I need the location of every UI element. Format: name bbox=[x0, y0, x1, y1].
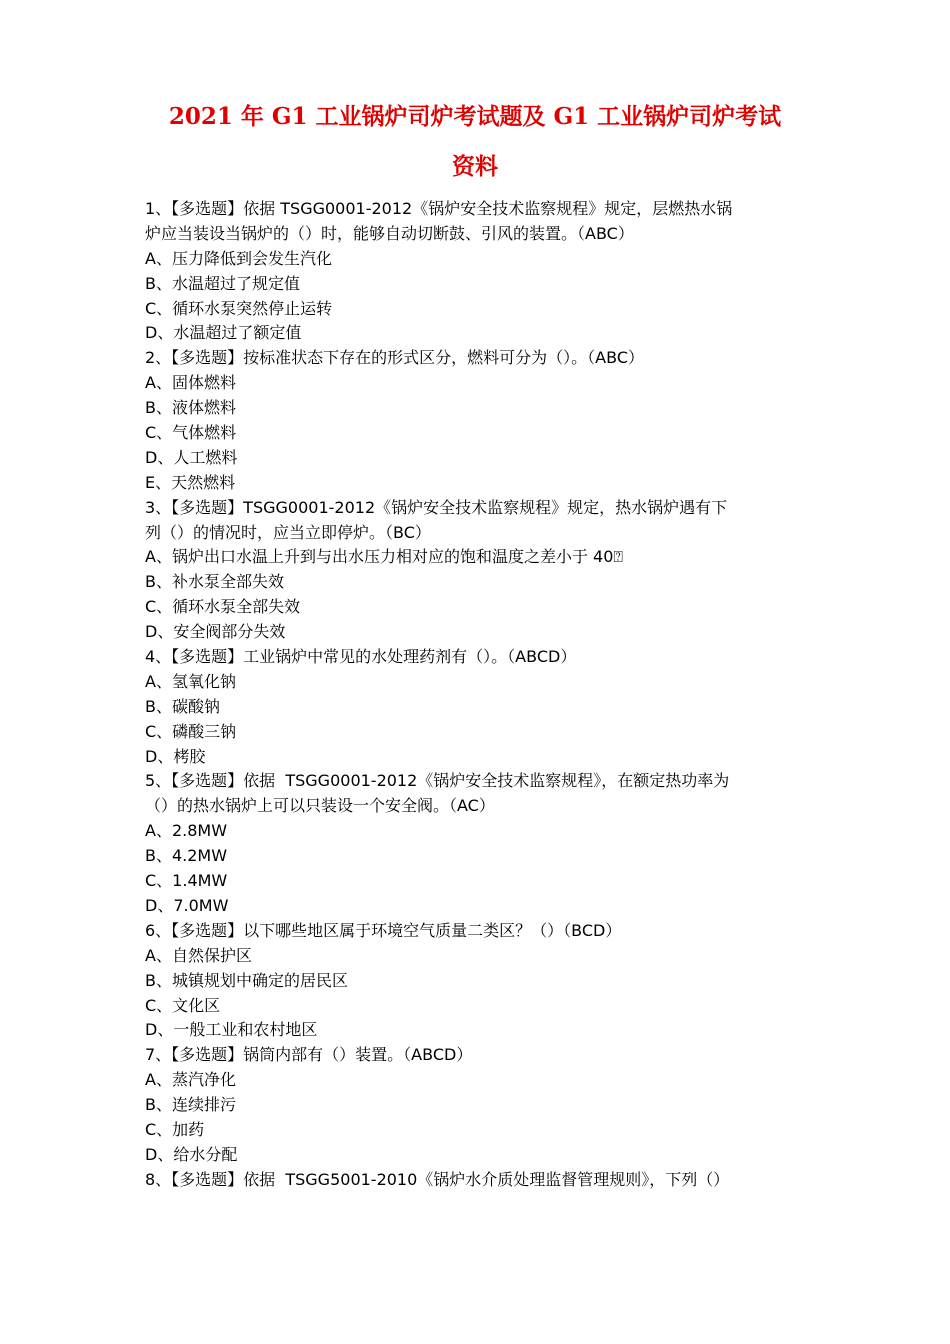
option-line: D、人工燃料 bbox=[145, 447, 238, 467]
option-line: D、安全阀部分失效 bbox=[145, 622, 286, 642]
option-line: D、水温超过了额定值 bbox=[145, 323, 302, 343]
text-line: 3、【多选题】TSGG0001-2012《锅炉安全技术监察规程》规定，热水锅炉遇有下 bbox=[145, 497, 728, 517]
option-line: D、栲胶 bbox=[145, 746, 206, 766]
option-line: A、自然保护区 bbox=[145, 945, 252, 965]
title-line-1: 2021 年 G1 工业锅炉司炉考试题及 G1 工业锅炉司炉考试 bbox=[168, 103, 782, 130]
option-line: B、4.2MW bbox=[145, 846, 228, 866]
option-line: B、城镇规划中确定的居民区 bbox=[145, 970, 348, 990]
text-line: 炉应当装设当锅炉的（）时，能够自动切断鼓、引风的装置。（ABC） bbox=[145, 223, 634, 243]
option-line: C、文化区 bbox=[145, 995, 221, 1015]
option-line: A、锅炉出口水温上升到与出水压力相对应的饱和温度之差小于 40⍰ bbox=[145, 547, 623, 567]
option-line: D、一般工业和农村地区 bbox=[145, 1020, 318, 1040]
option-line: A、蒸汽净化 bbox=[145, 1070, 236, 1090]
option-line: D、7.0MW bbox=[145, 895, 229, 915]
option-line: A、压力降低到会发生汽化 bbox=[145, 248, 332, 268]
option-line: C、1.4MW bbox=[145, 871, 228, 891]
option-line: A、氢氧化钠 bbox=[145, 671, 236, 691]
option-line: C、循环水泵突然停止运转 bbox=[145, 298, 333, 318]
document-title bbox=[100, 92, 850, 192]
option-line: E、天然燃料 bbox=[145, 472, 236, 492]
text-line: 5、【多选题】依据 TSGG0001-2012《锅炉安全技术监察规程》，在额定热功率为 bbox=[145, 771, 730, 791]
option-line: A、2.8MW bbox=[145, 821, 228, 841]
option-line: C、加药 bbox=[145, 1119, 205, 1139]
text-line: 8、【多选题】依据 TSGG5001-2010《锅炉水介质处理监督管理规则》，下列（） bbox=[145, 1169, 730, 1189]
option-line: C、磷酸三钠 bbox=[145, 721, 237, 741]
option-line: C、气体燃料 bbox=[145, 423, 237, 443]
option-line: B、补水泵全部失效 bbox=[145, 572, 284, 592]
option-line: B、水温超过了规定值 bbox=[145, 273, 300, 293]
text-line: 6、【多选题】以下哪些地区属于环境空气质量二类区？（）（BCD） bbox=[145, 920, 622, 940]
text-line: 2、【多选题】按标准状态下存在的形式区分，燃料可分为（）。（ABC） bbox=[145, 348, 644, 368]
option-line: B、连续排污 bbox=[145, 1095, 236, 1115]
option-line: A、固体燃料 bbox=[145, 373, 236, 393]
option-line: C、循环水泵全部失效 bbox=[145, 597, 301, 617]
option-line: B、碳酸钠 bbox=[145, 696, 220, 716]
text-line: （）的热水锅炉上可以只装设一个安全阀。（AC） bbox=[145, 796, 495, 816]
text-line: 列（）的情况时，应当立即停炉。（BC） bbox=[145, 522, 431, 542]
option-line: B、液体燃料 bbox=[145, 398, 236, 418]
text-line: 4、【多选题】工业锅炉中常见的水处理药剂有（）。（ABCD） bbox=[145, 647, 577, 667]
text-line: 1、【多选题】依据 TSGG0001-2012《锅炉安全技术监察规程》规定，层燃热水锅 bbox=[145, 199, 733, 218]
title-line-2: 资料 bbox=[452, 153, 498, 180]
option-line: D、给水分配 bbox=[145, 1144, 238, 1164]
text-line: 7、【多选题】锅筒内部有（）装置。（ABCD） bbox=[145, 1045, 473, 1065]
question-list bbox=[145, 197, 810, 1193]
